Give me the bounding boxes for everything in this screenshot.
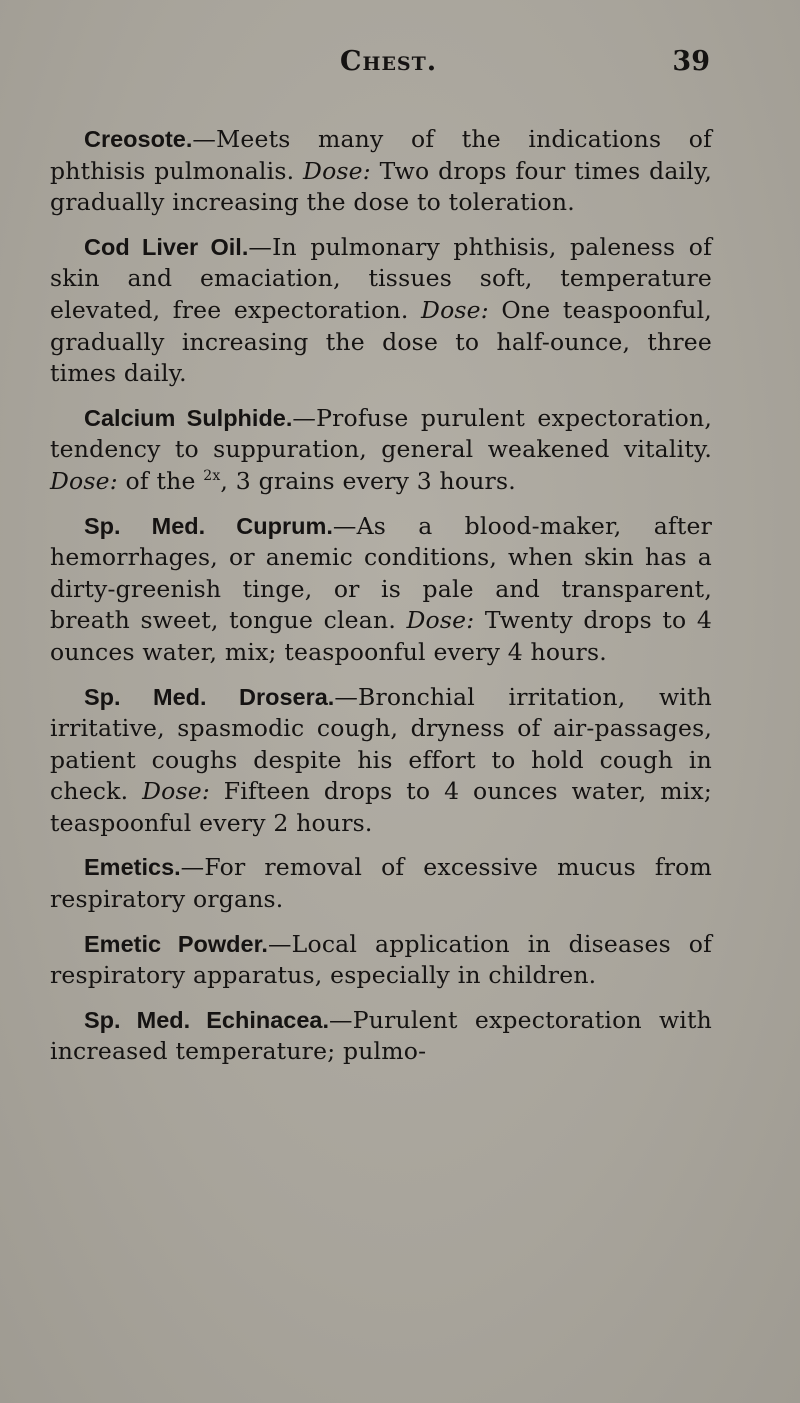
entry-text: —As a blood-maker, after hemorrhages, or anemic conditions, when skin has a dirty-greenish tinge, or is pale and transparent, breath sweet, tongue clean. [50,511,712,635]
entry-text: —Meets many of the indications of phthisis pulmonalis. [50,125,712,185]
entry-term: Calcium Sulphide. [84,404,293,431]
potency-superscript: 2x [203,468,221,485]
entry-text: —In pulmonary phthisis, paleness of skin and emaciation, tissues soft, temperature elevated, free expectoration. [50,232,712,324]
entry-term: Sp. Med. Echinacea. [84,1006,330,1033]
entry-term: Sp. Med. Drosera. [84,683,335,710]
dose-label: Dose: [303,156,371,185]
entry-cuprum [50,511,712,669]
entry-drosera [50,682,712,840]
running-head: Chest. [340,46,438,77]
entry-text: —Purulent expectoration with increased temperature; pulmo- [50,1005,713,1066]
entry-text: —Local application in diseases of respiratory apparatus, especially in children. [50,929,713,990]
entry-text: —For removal of excessive mucus from respiratory organs. [50,853,712,914]
entry-calcium-sulphide [50,403,712,498]
entry-term: Emetics. [84,854,181,881]
page-number: 39 [672,46,710,77]
dose-label: Dose: [50,466,118,495]
entry-term: Emetic Powder. [84,930,268,957]
dose-label: Dose: [142,777,210,806]
entry-emetic-powder [50,929,712,992]
entry-term: Sp. Med. Cuprum. [84,512,333,539]
entry-echinacea [50,1005,712,1068]
page-body [50,124,712,1081]
entry-term: Cod Liver Oil. [84,233,249,260]
entry-text: —Profuse purulent expectoration, tendency to suppuration, general weakened vitality. [50,403,713,464]
page-header [0,46,800,86]
dose-text: Twenty drops to 4 ounces water, mix; teaspoonful every 4 hours. [50,606,712,666]
dose-text: Fifteen drops to 4 ounces water, mix; teaspoonful every 2 hours. [50,777,712,837]
dose-text: One teaspoonful, gradually increasing the dose to half-ounce, three times daily. [50,295,712,388]
entry-creosote [50,124,712,219]
entry-text: —Bronchial irritation, with irritative, spasmodic cough, dryness of air-passages, patient coughs despite his effort to hold cough in check. [50,682,712,806]
entry-emetics [50,852,712,915]
entry-cod-liver-oil [50,232,712,390]
dose-text: Two drops four times daily, gradually increasing the dose to toleration. [50,156,712,217]
entry-term: Creosote. [84,126,193,152]
dose-text: , 3 grains every 3 hours. [220,466,516,495]
dose-text-before-sup: of the [117,466,204,495]
dose-label: Dose: [421,295,489,324]
dose-label: Dose: [406,606,475,635]
